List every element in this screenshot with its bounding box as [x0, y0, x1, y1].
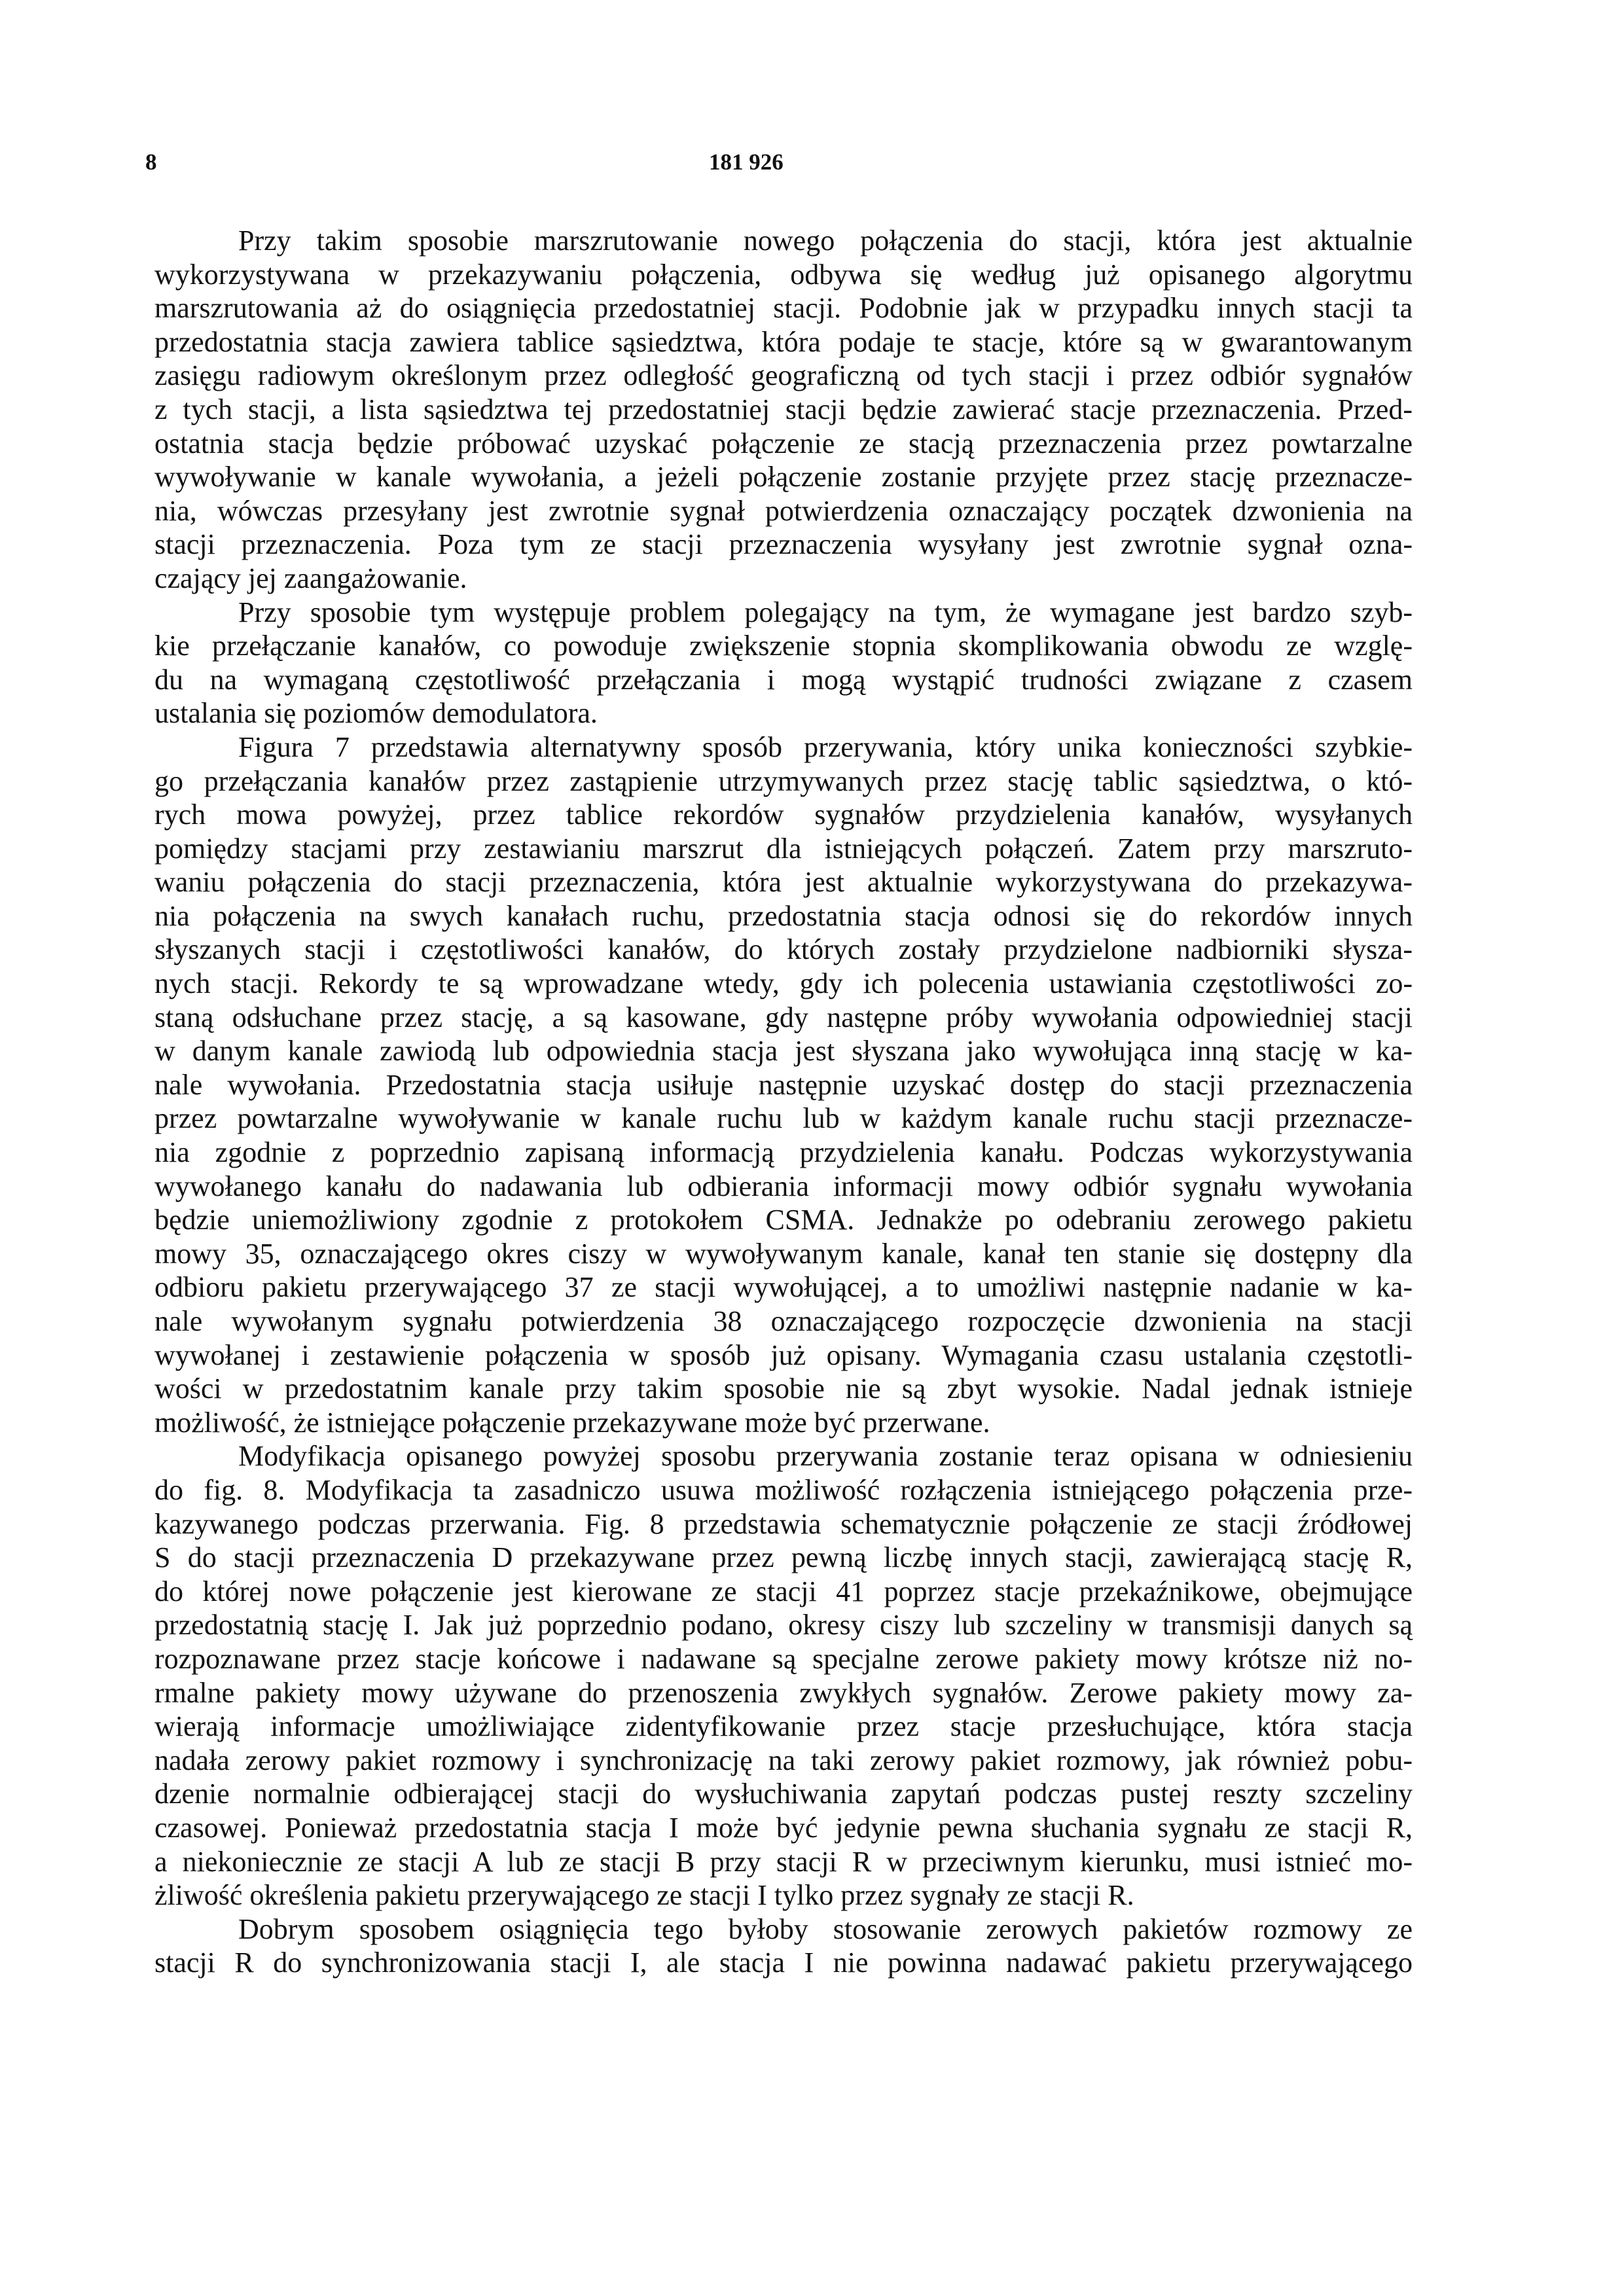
text-line: du na wymaganą częstotliwość przełączania i mogą wystąpić trudności związane z czasem: [154, 663, 1413, 696]
text-line: nia połączenia na swych kanałach ruchu, przedostatnia stacja odnosi się do rekordów innych: [154, 899, 1413, 932]
text-line: staną odsłuchane przez stację, a są kasowane, gdy następne próby wywołania odpowiedniej stacji: [154, 1001, 1413, 1033]
text-line: dzenie normalnie odbierającej stacji do wysłuchiwania zapytań podczas pustej reszty szczeliny: [154, 1778, 1413, 1810]
body-text: [154, 224, 1413, 1980]
text-line: czasowej. Ponieważ przedostatnia stacja I może być jedynie pewna słuchania sygnału ze stacji R,: [154, 1811, 1413, 1844]
text-line: nale wywołanym sygnału potwierdzenia 38 oznaczającego rozpoczęcie dzwonienia na stacji: [154, 1305, 1413, 1337]
text-line: kazywanego podczas przerwania. Fig. 8 przedstawia schematycznie połączenie ze stacji źródłowej: [154, 1507, 1413, 1540]
text-line: ostatnia stacja będzie próbować uzyskać połączenie ze stacją przeznaczenia przez powtarzalne: [154, 427, 1413, 459]
text-line: będzie uniemożliwiony zgodnie z protokołem CSMA. Jednakże po odebraniu zerowego pakietu: [154, 1204, 1413, 1236]
text-line: a niekoniecznie ze stacji A lub ze stacji B przy stacji R w przeciwnym kierunku, musi istnieć mo-: [154, 1845, 1413, 1878]
text-line: słyszanych stacji i częstotliwości kanałów, do których zostały przydzielone nadbiorniki słysza-: [154, 933, 1413, 966]
text-line: odbioru pakietu przerywającego 37 ze stacji wywołującej, a to umożliwi następnie nadanie w ka-: [154, 1271, 1413, 1304]
text-line: marszrutowania aż do osiągnięcia przedostatniej stacji. Podobnie jak w przypadku innych stacji ta: [154, 292, 1413, 325]
text-line: nia zgodnie z poprzednio zapisaną informacją przydzielenia kanału. Podczas wykorzystywania: [154, 1136, 1413, 1169]
text-line: rozpoznawane przez stacje końcowe i nadawane są specjalne zerowe pakiety mowy krótsze niż no-: [154, 1642, 1413, 1675]
text-line: wykorzystywana w przekazywaniu połączenia, odbywa się według już opisanego algorytmu: [154, 258, 1413, 291]
text-line: mowy 35, oznaczającego okres ciszy w wywoływanym kanale, kanał ten stanie się dostępny dla: [154, 1237, 1413, 1270]
text-line: wywołanego kanału do nadawania lub odbierania informacji mowy odbiór sygnału wywołania: [154, 1170, 1413, 1202]
text-line: go przełączania kanałów przez zastąpienie utrzymywanych przez stację tablic sąsiedztwa, o któ-: [154, 764, 1413, 797]
text-line: Przy takim sposobie marszrutowanie nowego połączenia do stacji, która jest aktualnie: [238, 224, 1413, 257]
text-line: przez powtarzalne wywoływanie w kanale ruchu lub w każdym kanale ruchu stacji przeznacze-: [154, 1102, 1413, 1135]
text-line: ustalania się poziomów demodulatora.: [154, 697, 598, 730]
text-line: pomiędzy stacjami przy zestawianiu marszrut dla istniejących połączeń. Zatem przy marszruto-: [154, 832, 1413, 865]
text-line: żliwość określenia pakietu przerywającego ze stacji I tylko przez sygnały ze stacji R.: [154, 1879, 1134, 1912]
text-line: w danym kanale zawiodą lub odpowiednia stacja jest słyszana jako wywołująca inną stację w ka-: [154, 1035, 1413, 1067]
text-line: wierają informacje umożliwiające zidentyfikowanie przez stacje przesłuchujące, która stacja: [154, 1710, 1413, 1743]
text-line: Przy sposobie tym występuje problem polegający na tym, że wymagane jest bardzo szyb-: [238, 596, 1413, 628]
text-line: nych stacji. Rekordy te są wprowadzane wtedy, gdy ich polecenia ustawiania częstotliwości zo-: [154, 967, 1413, 1000]
text-line: rych mowa powyżej, przez tablice rekordów sygnałów przydzielenia kanałów, wysyłanych: [154, 798, 1413, 831]
text-line: wości w przedostatnim kanale przy takim sposobie nie są zbyt wysokie. Nadal jednak istnieje: [154, 1372, 1413, 1405]
text-line: przedostatnią stację I. Jak już poprzednio podano, okresy ciszy lub szczeliny w transmisji danych są: [154, 1609, 1413, 1641]
text-line: możliwość, że istniejące połączenie przekazywane może być przerwane.: [154, 1406, 990, 1439]
text-line: nale wywołania. Przedostatnia stacja usiłuje następnie uzyskać dostęp do stacji przeznaczenia: [154, 1068, 1413, 1101]
text-line: do fig. 8. Modyfikacja ta zasadniczo usuwa możliwość rozłączenia istniejącego połączenia prze-: [154, 1473, 1413, 1506]
text-line: przedostatnia stacja zawiera tablice sąsiedztwa, która podaje te stacje, które są w gwarantowanym: [154, 325, 1413, 358]
text-line: stacji R do synchronizowania stacji I, ale stacja I nie powinna nadawać pakietu przerywającego: [154, 1946, 1413, 1979]
text-line: Dobrym sposobem osiągnięcia tego byłoby stosowanie zerowych pakietów rozmowy ze: [238, 1912, 1413, 1945]
text-line: z tych stacji, a lista sąsiedztwa tej przedostatniej stacji będzie zawierać stacje przeznaczenia. Przed-: [154, 393, 1413, 425]
page-number: 8: [145, 149, 157, 175]
document-number: 181 926: [709, 149, 784, 175]
text-line: do której nowe połączenie jest kierowane ze stacji 41 poprzez stacje przekaźnikowe, obejmujące: [154, 1575, 1413, 1607]
text-line: waniu połączenia do stacji przeznaczenia, która jest aktualnie wykorzystywana do przekazywa-: [154, 866, 1413, 899]
text-line: czający jej zaangażowanie.: [154, 562, 467, 594]
text-line: nadała zerowy pakiet rozmowy i synchronizację na taki zerowy pakiet rozmowy, jak również pobu-: [154, 1744, 1413, 1776]
text-line: nia, wówczas przesyłany jest zwrotnie sygnał potwierdzenia oznaczający początek dzwonienia na: [154, 494, 1413, 527]
text-line: stacji przeznaczenia. Poza tym ze stacji przeznaczenia wysyłany jest zwrotnie sygnał ozna-: [154, 528, 1413, 561]
text-line: Figura 7 przedstawia alternatywny sposób przerywania, który unika konieczności szybkie-: [238, 730, 1413, 763]
text-line: rmalne pakiety mowy używane do przenoszenia zwykłych sygnałów. Zerowe pakiety mowy za-: [154, 1676, 1413, 1709]
text-line: wywoływanie w kanale wywołania, a jeżeli połączenie zostanie przyjęte przez stację przeznacze-: [154, 461, 1413, 493]
text-line: S do stacji przeznaczenia D przekazywane przez pewną liczbę innych stacji, zawierającą stację R,: [154, 1541, 1413, 1574]
text-line: Modyfikacja opisanego powyżej sposobu przerywania zostanie teraz opisana w odniesieniu: [238, 1440, 1413, 1473]
text-line: wywołanej i zestawienie połączenia w sposób już opisany. Wymagania czasu ustalania częstotli-: [154, 1338, 1413, 1371]
text-line: kie przełączanie kanałów, co powoduje zwiększenie stopnia skomplikowania obwodu ze wzglę-: [154, 630, 1413, 662]
text-line: zasięgu radiowym określonym przez odległość geograficzną od tych stacji i przez odbiór sygnałów: [154, 359, 1413, 392]
